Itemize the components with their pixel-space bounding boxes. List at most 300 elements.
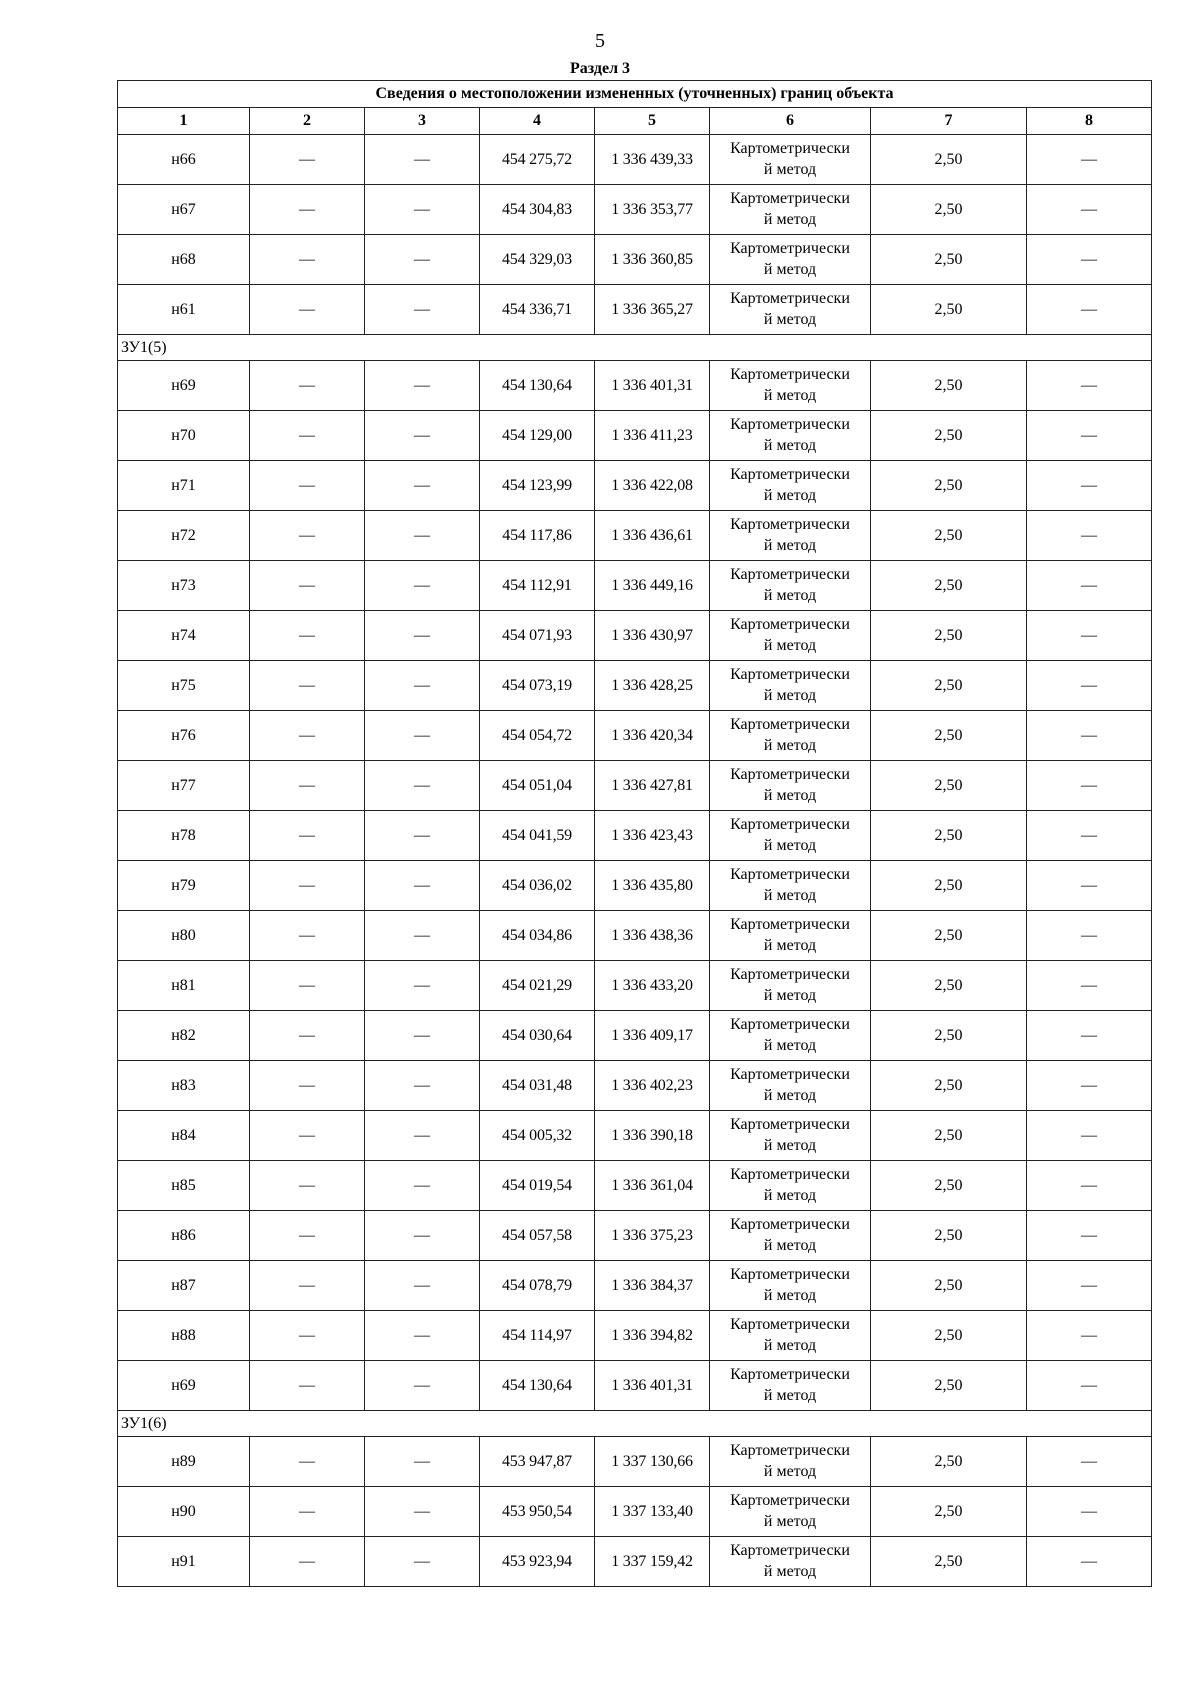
y-coordinate-cell: 1 336 435,80 xyxy=(595,861,710,911)
table-row xyxy=(118,1061,1152,1111)
method-line-1: Картометрически xyxy=(730,1365,850,1383)
y-coordinate-cell: 1 336 438,36 xyxy=(595,911,710,961)
accuracy-cell: 2,50 xyxy=(871,361,1027,411)
accuracy-cell: 2,50 xyxy=(871,1487,1027,1537)
table-row xyxy=(118,1437,1152,1487)
table-row xyxy=(118,561,1152,611)
method-cell xyxy=(710,135,871,185)
y-coordinate-cell: 1 336 353,77 xyxy=(595,185,710,235)
method-line-1: Картометрически xyxy=(730,1165,850,1183)
point-name-cell: н75 xyxy=(118,661,250,711)
method-cell xyxy=(710,861,871,911)
y-coordinate-cell: 1 336 420,34 xyxy=(595,711,710,761)
table-caption: Сведения о местоположении измененных (уточненных) границ объекта xyxy=(118,81,1152,108)
method-line-1: Картометрически xyxy=(730,139,850,157)
method-line-1: Картометрически xyxy=(730,1065,850,1083)
x-coordinate-cell: 454 130,64 xyxy=(480,1361,595,1411)
method-line-1: Картометрически xyxy=(730,289,850,307)
y-coordinate-cell: 1 336 449,16 xyxy=(595,561,710,611)
col8-cell: — xyxy=(1027,861,1152,911)
y-coordinate-cell: 1 336 361,04 xyxy=(595,1161,710,1211)
method-line-2: й метод xyxy=(763,636,817,654)
col8-cell: — xyxy=(1027,961,1152,1011)
col8-cell: — xyxy=(1027,1487,1152,1537)
col2-cell: — xyxy=(250,185,365,235)
method-cell xyxy=(710,361,871,411)
point-name-cell: н88 xyxy=(118,1311,250,1361)
method-line-2: й метод xyxy=(763,1236,817,1254)
y-coordinate-cell: 1 336 401,31 xyxy=(595,1361,710,1411)
col2-cell: — xyxy=(250,611,365,661)
method-line-1: Картометрически xyxy=(730,1491,850,1509)
accuracy-cell: 2,50 xyxy=(871,411,1027,461)
col3-cell: — xyxy=(365,461,480,511)
group-header-row xyxy=(118,1411,1152,1437)
method-line-1: Картометрически xyxy=(730,965,850,983)
col8-cell: — xyxy=(1027,611,1152,661)
table-row xyxy=(118,861,1152,911)
point-name-cell: н78 xyxy=(118,811,250,861)
col2-cell: — xyxy=(250,1537,365,1587)
point-name-cell: н69 xyxy=(118,361,250,411)
col2-cell: — xyxy=(250,1261,365,1311)
col2-cell: — xyxy=(250,511,365,561)
col3-cell: — xyxy=(365,511,480,561)
accuracy-cell: 2,50 xyxy=(871,1311,1027,1361)
col8-cell: — xyxy=(1027,1161,1152,1211)
point-name-cell: н73 xyxy=(118,561,250,611)
section-title: Раздел 3 xyxy=(569,60,631,77)
point-name-cell: н61 xyxy=(118,285,250,335)
method-cell xyxy=(710,1261,871,1311)
method-line-2: й метод xyxy=(763,486,817,504)
accuracy-cell: 2,50 xyxy=(871,661,1027,711)
col2-cell: — xyxy=(250,411,365,461)
method-line-2: й метод xyxy=(763,786,817,804)
x-coordinate-cell: 454 129,00 xyxy=(480,411,595,461)
x-coordinate-cell: 454 034,86 xyxy=(480,911,595,961)
method-cell xyxy=(710,1437,871,1487)
method-line-1: Картометрически xyxy=(730,1015,850,1033)
method-line-2: й метод xyxy=(763,1462,817,1480)
x-coordinate-cell: 454 114,97 xyxy=(480,1311,595,1361)
x-coordinate-cell: 454 021,29 xyxy=(480,961,595,1011)
col2-cell: — xyxy=(250,1011,365,1061)
table-caption-row xyxy=(118,81,1152,108)
col2-cell: — xyxy=(250,285,365,335)
accuracy-cell: 2,50 xyxy=(871,1437,1027,1487)
col3-cell: — xyxy=(365,1111,480,1161)
table-row xyxy=(118,361,1152,411)
method-line-1: Картометрически xyxy=(730,915,850,933)
method-cell xyxy=(710,1211,871,1261)
col3-cell: — xyxy=(365,811,480,861)
page-number: 5 xyxy=(595,30,605,52)
col2-cell: — xyxy=(250,761,365,811)
accuracy-cell: 2,50 xyxy=(871,1537,1027,1587)
col8-cell: — xyxy=(1027,461,1152,511)
method-line-2: й метод xyxy=(763,886,817,904)
method-cell xyxy=(710,761,871,811)
table-row xyxy=(118,1211,1152,1261)
method-line-1: Картометрически xyxy=(730,1115,850,1133)
col3-cell: — xyxy=(365,1437,480,1487)
point-name-cell: н83 xyxy=(118,1061,250,1111)
x-coordinate-cell: 454 123,99 xyxy=(480,461,595,511)
x-coordinate-cell: 454 036,02 xyxy=(480,861,595,911)
boundary-coordinates-table xyxy=(117,80,1152,1587)
point-name-cell: н85 xyxy=(118,1161,250,1211)
method-line-1: Картометрически xyxy=(730,1215,850,1233)
col8-cell: — xyxy=(1027,361,1152,411)
column-number-row xyxy=(118,108,1152,135)
method-cell xyxy=(710,1537,871,1587)
accuracy-cell: 2,50 xyxy=(871,1111,1027,1161)
column-number: 6 xyxy=(710,108,871,135)
method-cell xyxy=(710,285,871,335)
col3-cell: — xyxy=(365,711,480,761)
method-line-2: й метод xyxy=(763,986,817,1004)
x-coordinate-cell: 454 071,93 xyxy=(480,611,595,661)
method-line-1: Картометрически xyxy=(730,1315,850,1333)
y-coordinate-cell: 1 336 428,25 xyxy=(595,661,710,711)
method-line-1: Картометрически xyxy=(730,815,850,833)
col8-cell: — xyxy=(1027,1437,1152,1487)
point-name-cell: н81 xyxy=(118,961,250,1011)
method-line-2: й метод xyxy=(763,836,817,854)
method-cell xyxy=(710,511,871,561)
col2-cell: — xyxy=(250,361,365,411)
y-coordinate-cell: 1 336 436,61 xyxy=(595,511,710,561)
point-name-cell: н80 xyxy=(118,911,250,961)
table-body xyxy=(118,81,1152,1587)
column-number: 1 xyxy=(118,108,250,135)
col8-cell: — xyxy=(1027,761,1152,811)
col8-cell: — xyxy=(1027,811,1152,861)
col8-cell: — xyxy=(1027,235,1152,285)
x-coordinate-cell: 454 031,48 xyxy=(480,1061,595,1111)
x-coordinate-cell: 454 057,58 xyxy=(480,1211,595,1261)
col3-cell: — xyxy=(365,1061,480,1111)
y-coordinate-cell: 1 336 439,33 xyxy=(595,135,710,185)
col2-cell: — xyxy=(250,1211,365,1261)
method-line-2: й метод xyxy=(763,1186,817,1204)
table-row xyxy=(118,1011,1152,1061)
group-label: ЗУ1(6) xyxy=(118,1411,1152,1437)
method-line-1: Картометрически xyxy=(730,515,850,533)
method-line-2: й метод xyxy=(763,1136,817,1154)
method-cell xyxy=(710,411,871,461)
y-coordinate-cell: 1 336 401,31 xyxy=(595,361,710,411)
col2-cell: — xyxy=(250,961,365,1011)
col8-cell: — xyxy=(1027,1011,1152,1061)
method-line-2: й метод xyxy=(763,436,817,454)
x-coordinate-cell: 454 078,79 xyxy=(480,1261,595,1311)
method-cell xyxy=(710,1061,871,1111)
y-coordinate-cell: 1 336 394,82 xyxy=(595,1311,710,1361)
x-coordinate-cell: 454 117,86 xyxy=(480,511,595,561)
group-label: ЗУ1(5) xyxy=(118,335,1152,361)
method-line-1: Картометрически xyxy=(730,765,850,783)
col2-cell: — xyxy=(250,1437,365,1487)
point-name-cell: н82 xyxy=(118,1011,250,1061)
method-cell xyxy=(710,711,871,761)
table-row xyxy=(118,511,1152,561)
col2-cell: — xyxy=(250,461,365,511)
method-line-2: й метод xyxy=(763,586,817,604)
col3-cell: — xyxy=(365,185,480,235)
y-coordinate-cell: 1 336 360,85 xyxy=(595,235,710,285)
x-coordinate-cell: 454 051,04 xyxy=(480,761,595,811)
col2-cell: — xyxy=(250,1487,365,1537)
column-number: 3 xyxy=(365,108,480,135)
method-line-1: Картометрически xyxy=(730,665,850,683)
col2-cell: — xyxy=(250,561,365,611)
x-coordinate-cell: 454 019,54 xyxy=(480,1161,595,1211)
y-coordinate-cell: 1 336 422,08 xyxy=(595,461,710,511)
column-number: 5 xyxy=(595,108,710,135)
table-row xyxy=(118,661,1152,711)
col3-cell: — xyxy=(365,1537,480,1587)
method-line-2: й метод xyxy=(763,160,817,178)
method-line-1: Картометрически xyxy=(730,1265,850,1283)
method-line-1: Картометрически xyxy=(730,415,850,433)
accuracy-cell: 2,50 xyxy=(871,561,1027,611)
point-name-cell: н70 xyxy=(118,411,250,461)
y-coordinate-cell: 1 336 430,97 xyxy=(595,611,710,661)
point-name-cell: н79 xyxy=(118,861,250,911)
table-row xyxy=(118,285,1152,335)
table-row xyxy=(118,1161,1152,1211)
method-line-1: Картометрически xyxy=(730,239,850,257)
y-coordinate-cell: 1 336 427,81 xyxy=(595,761,710,811)
method-line-1: Картометрически xyxy=(730,1541,850,1559)
col2-cell: — xyxy=(250,661,365,711)
accuracy-cell: 2,50 xyxy=(871,285,1027,335)
method-cell xyxy=(710,1361,871,1411)
accuracy-cell: 2,50 xyxy=(871,185,1027,235)
x-coordinate-cell: 453 923,94 xyxy=(480,1537,595,1587)
x-coordinate-cell: 454 336,71 xyxy=(480,285,595,335)
method-cell xyxy=(710,1111,871,1161)
method-line-2: й метод xyxy=(763,310,817,328)
method-line-2: й метод xyxy=(763,1512,817,1530)
point-name-cell: н87 xyxy=(118,1261,250,1311)
table-row xyxy=(118,1111,1152,1161)
table-row xyxy=(118,711,1152,761)
table-row xyxy=(118,761,1152,811)
table-row xyxy=(118,1311,1152,1361)
col3-cell: — xyxy=(365,135,480,185)
col3-cell: — xyxy=(365,861,480,911)
col3-cell: — xyxy=(365,1311,480,1361)
x-coordinate-cell: 453 950,54 xyxy=(480,1487,595,1537)
col8-cell: — xyxy=(1027,135,1152,185)
col8-cell: — xyxy=(1027,1361,1152,1411)
accuracy-cell: 2,50 xyxy=(871,461,1027,511)
col3-cell: — xyxy=(365,611,480,661)
table-row xyxy=(118,1487,1152,1537)
y-coordinate-cell: 1 336 384,37 xyxy=(595,1261,710,1311)
table-row xyxy=(118,1537,1152,1587)
table-row xyxy=(118,411,1152,461)
col8-cell: — xyxy=(1027,1061,1152,1111)
y-coordinate-cell: 1 337 159,42 xyxy=(595,1537,710,1587)
x-coordinate-cell: 454 041,59 xyxy=(480,811,595,861)
y-coordinate-cell: 1 337 133,40 xyxy=(595,1487,710,1537)
col8-cell: — xyxy=(1027,661,1152,711)
col3-cell: — xyxy=(365,285,480,335)
method-line-1: Картометрически xyxy=(730,365,850,383)
method-cell xyxy=(710,1487,871,1537)
accuracy-cell: 2,50 xyxy=(871,961,1027,1011)
accuracy-cell: 2,50 xyxy=(871,911,1027,961)
col8-cell: — xyxy=(1027,411,1152,461)
col8-cell: — xyxy=(1027,1261,1152,1311)
col3-cell: — xyxy=(365,235,480,285)
point-name-cell: н66 xyxy=(118,135,250,185)
col2-cell: — xyxy=(250,135,365,185)
col2-cell: — xyxy=(250,811,365,861)
y-coordinate-cell: 1 336 423,43 xyxy=(595,811,710,861)
column-number: 2 xyxy=(250,108,365,135)
method-cell xyxy=(710,235,871,285)
method-line-1: Картометрически xyxy=(730,865,850,883)
table-row xyxy=(118,135,1152,185)
table-row xyxy=(118,235,1152,285)
col8-cell: — xyxy=(1027,561,1152,611)
point-name-cell: н76 xyxy=(118,711,250,761)
point-name-cell: н89 xyxy=(118,1437,250,1487)
accuracy-cell: 2,50 xyxy=(871,1011,1027,1061)
col8-cell: — xyxy=(1027,711,1152,761)
method-line-2: й метод xyxy=(763,260,817,278)
accuracy-cell: 2,50 xyxy=(871,511,1027,561)
col8-cell: — xyxy=(1027,911,1152,961)
col2-cell: — xyxy=(250,1311,365,1361)
col3-cell: — xyxy=(365,1261,480,1311)
accuracy-cell: 2,50 xyxy=(871,1261,1027,1311)
y-coordinate-cell: 1 336 409,17 xyxy=(595,1011,710,1061)
table-row xyxy=(118,961,1152,1011)
method-cell xyxy=(710,811,871,861)
method-cell xyxy=(710,661,871,711)
col2-cell: — xyxy=(250,235,365,285)
y-coordinate-cell: 1 336 390,18 xyxy=(595,1111,710,1161)
x-coordinate-cell: 454 030,64 xyxy=(480,1011,595,1061)
col2-cell: — xyxy=(250,1161,365,1211)
point-name-cell: н67 xyxy=(118,185,250,235)
method-line-1: Картометрически xyxy=(730,615,850,633)
accuracy-cell: 2,50 xyxy=(871,611,1027,661)
col8-cell: — xyxy=(1027,1211,1152,1261)
accuracy-cell: 2,50 xyxy=(871,235,1027,285)
point-name-cell: н91 xyxy=(118,1537,250,1587)
x-coordinate-cell: 454 073,19 xyxy=(480,661,595,711)
point-name-cell: н71 xyxy=(118,461,250,511)
point-name-cell: н69 xyxy=(118,1361,250,1411)
col3-cell: — xyxy=(365,1011,480,1061)
method-cell xyxy=(710,911,871,961)
col3-cell: — xyxy=(365,911,480,961)
col2-cell: — xyxy=(250,861,365,911)
method-line-2: й метод xyxy=(763,386,817,404)
method-cell xyxy=(710,1161,871,1211)
accuracy-cell: 2,50 xyxy=(871,1061,1027,1111)
y-coordinate-cell: 1 336 375,23 xyxy=(595,1211,710,1261)
col3-cell: — xyxy=(365,361,480,411)
column-number: 4 xyxy=(480,108,595,135)
x-coordinate-cell: 454 130,64 xyxy=(480,361,595,411)
y-coordinate-cell: 1 336 365,27 xyxy=(595,285,710,335)
method-line-2: й метод xyxy=(763,686,817,704)
table-row xyxy=(118,911,1152,961)
table-row xyxy=(118,611,1152,661)
accuracy-cell: 2,50 xyxy=(871,811,1027,861)
method-line-2: й метод xyxy=(763,1336,817,1354)
point-name-cell: н90 xyxy=(118,1487,250,1537)
method-cell xyxy=(710,961,871,1011)
point-name-cell: н77 xyxy=(118,761,250,811)
col8-cell: — xyxy=(1027,285,1152,335)
column-number: 8 xyxy=(1027,108,1152,135)
method-line-1: Картометрически xyxy=(730,465,850,483)
y-coordinate-cell: 1 337 130,66 xyxy=(595,1437,710,1487)
accuracy-cell: 2,50 xyxy=(871,761,1027,811)
accuracy-cell: 2,50 xyxy=(871,1361,1027,1411)
method-line-1: Картометрически xyxy=(730,715,850,733)
col3-cell: — xyxy=(365,1211,480,1261)
method-line-1: Картометрически xyxy=(730,565,850,583)
col8-cell: — xyxy=(1027,185,1152,235)
method-line-2: й метод xyxy=(763,1562,817,1580)
col2-cell: — xyxy=(250,1061,365,1111)
table-row xyxy=(118,811,1152,861)
method-line-2: й метод xyxy=(763,536,817,554)
accuracy-cell: 2,50 xyxy=(871,861,1027,911)
method-cell xyxy=(710,561,871,611)
method-cell xyxy=(710,185,871,235)
point-name-cell: н84 xyxy=(118,1111,250,1161)
col8-cell: — xyxy=(1027,1311,1152,1361)
method-line-2: й метод xyxy=(763,936,817,954)
method-line-2: й метод xyxy=(763,210,817,228)
y-coordinate-cell: 1 336 433,20 xyxy=(595,961,710,1011)
column-number: 7 xyxy=(871,108,1027,135)
col8-cell: — xyxy=(1027,511,1152,561)
accuracy-cell: 2,50 xyxy=(871,711,1027,761)
table-row xyxy=(118,1261,1152,1311)
col2-cell: — xyxy=(250,1111,365,1161)
point-name-cell: н68 xyxy=(118,235,250,285)
method-line-2: й метод xyxy=(763,1036,817,1054)
col3-cell: — xyxy=(365,1161,480,1211)
table-row xyxy=(118,1361,1152,1411)
col8-cell: — xyxy=(1027,1111,1152,1161)
x-coordinate-cell: 453 947,87 xyxy=(480,1437,595,1487)
x-coordinate-cell: 454 275,72 xyxy=(480,135,595,185)
method-line-2: й метод xyxy=(763,1286,817,1304)
col3-cell: — xyxy=(365,411,480,461)
x-coordinate-cell: 454 054,72 xyxy=(480,711,595,761)
method-cell xyxy=(710,461,871,511)
x-coordinate-cell: 454 005,32 xyxy=(480,1111,595,1161)
col3-cell: — xyxy=(365,961,480,1011)
x-coordinate-cell: 454 112,91 xyxy=(480,561,595,611)
table-row xyxy=(118,185,1152,235)
accuracy-cell: 2,50 xyxy=(871,135,1027,185)
table-row xyxy=(118,461,1152,511)
